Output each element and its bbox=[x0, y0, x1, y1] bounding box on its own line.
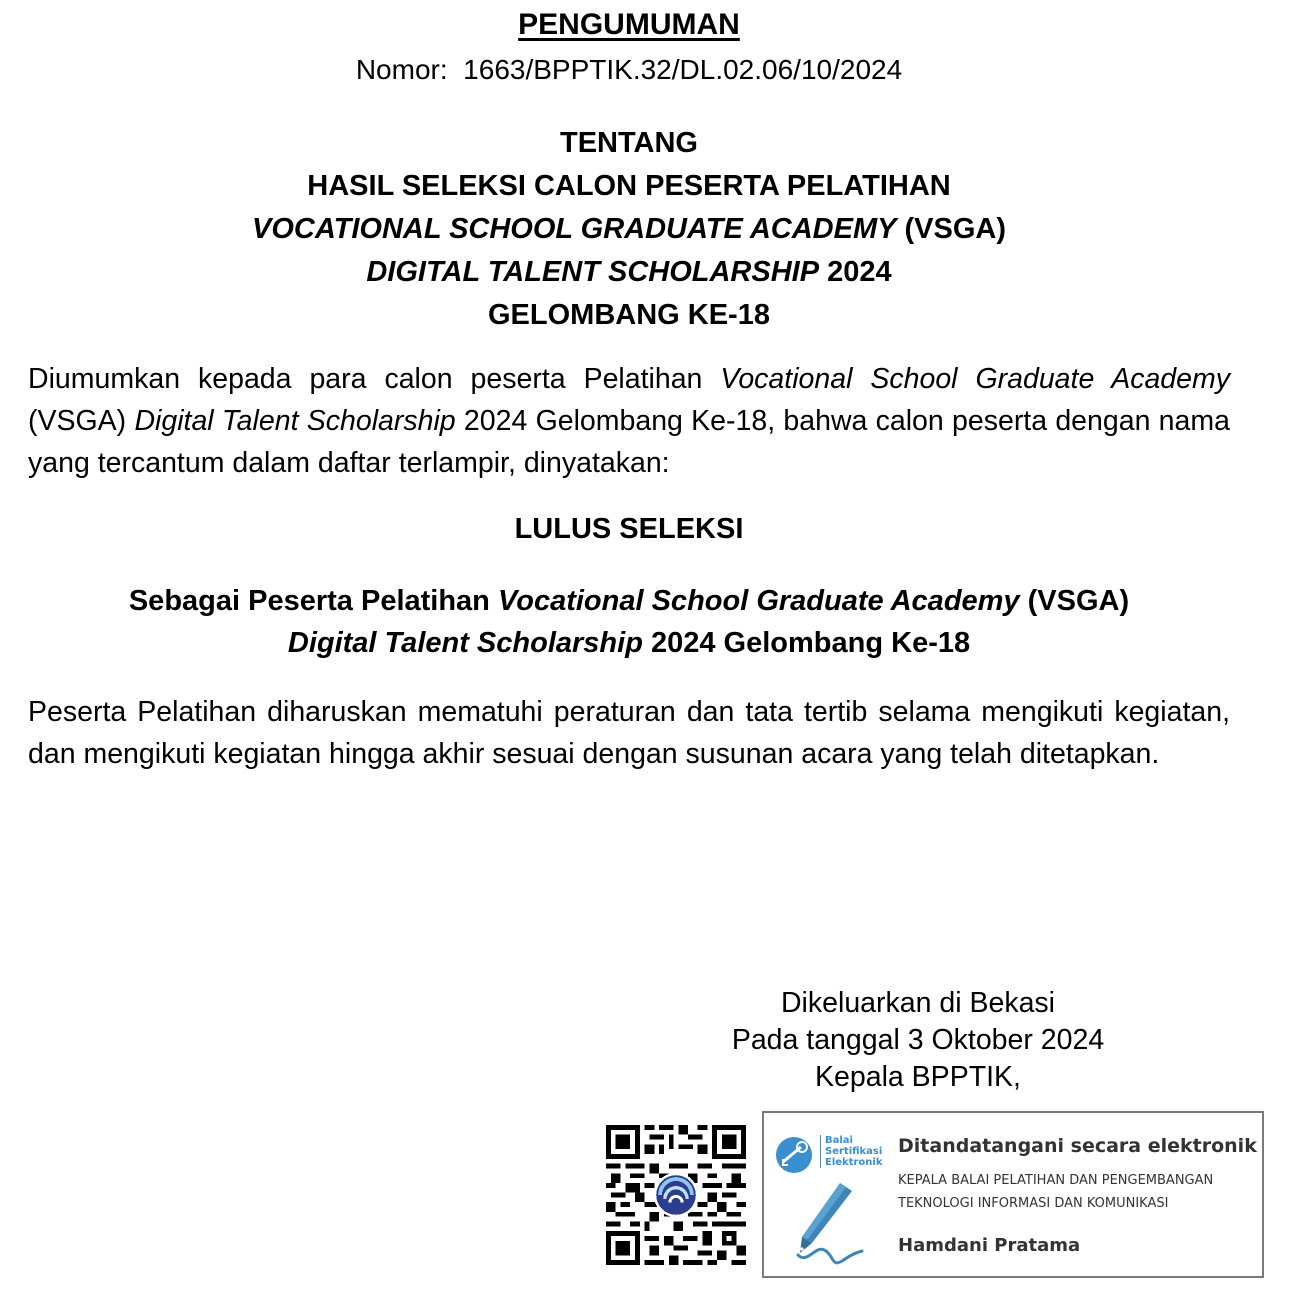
paragraph-scholarship-name: Digital Talent Scholarship bbox=[134, 405, 456, 437]
signature-block bbox=[700, 985, 1136, 1096]
designation-program-name: Vocational School Graduate Academy bbox=[497, 585, 1020, 617]
document-number: Nomor: 1663/BPPTIK.32/DL.02.06/10/2024 bbox=[355, 54, 903, 85]
designation-text: Sebagai Peserta Pelatihan bbox=[128, 585, 498, 617]
designation-scholarship-name: Digital Talent Scholarship bbox=[287, 627, 643, 659]
heading-line-5: GELOMBANG KE-18 bbox=[488, 299, 770, 331]
signer-office bbox=[898, 1169, 1213, 1215]
fountain-pen-icon bbox=[778, 1181, 878, 1271]
document-heading bbox=[0, 122, 1258, 337]
signer-position: Kepala BPPTIK, bbox=[815, 1061, 1021, 1093]
selection-result: LULUS SELEKSI bbox=[514, 513, 744, 545]
designation-text: (VSGA) bbox=[1019, 585, 1130, 617]
bsre-logo-text bbox=[820, 1135, 882, 1168]
rules-paragraph: Peserta Pelatihan diharuskan mematuhi peraturan dan tata tertib selama mengikuti kegiatan, dan mengikuti kegiatan hingga akhir sesuai dengan susunan acara yang telah ditetapkan. bbox=[28, 696, 1230, 770]
qr-code-icon bbox=[606, 1125, 746, 1265]
document-title: PENGUMUMAN bbox=[518, 8, 740, 41]
logo-line: Balai bbox=[825, 1135, 853, 1146]
paragraph-text: 2024 Gelombang Ke-18, bahwa calon peserta dengan nama yang tercantum dalam daftar terlampir, dinyatakan: bbox=[28, 405, 1230, 479]
signed-electronically-label: Ditandatangani secara elektronik bbox=[898, 1135, 1257, 1157]
paragraph-text: (VSGA) bbox=[28, 405, 135, 437]
heading-line-1: TENTANG bbox=[559, 127, 698, 159]
logo-line: Sertifikasi bbox=[825, 1146, 883, 1157]
issued-place: Dikeluarkan di Bekasi bbox=[780, 987, 1056, 1019]
heading-program-name: VOCATIONAL SCHOOL GRADUATE ACADEMY bbox=[251, 213, 897, 245]
paragraph-program-name: Vocational School Graduate Academy bbox=[720, 363, 1230, 395]
designation-text: 2024 Gelombang Ke-18 bbox=[642, 627, 971, 659]
office-line: TEKNOLOGI INFORMASI DAN KOMUNIKASI bbox=[898, 1196, 1169, 1211]
electronic-signature-box bbox=[762, 1111, 1264, 1278]
logo-line: Elektronik bbox=[825, 1157, 883, 1168]
designation-line-1 bbox=[0, 580, 1258, 622]
issued-date: Pada tanggal 3 Oktober 2024 bbox=[731, 1024, 1105, 1056]
heading-program-abbr: (VSGA) bbox=[896, 213, 1007, 245]
signer-name: Hamdani Pratama bbox=[898, 1235, 1081, 1256]
designation-line-2 bbox=[0, 622, 1258, 664]
paragraph-text: Diumumkan kepada para calon peserta Pelatihan bbox=[28, 363, 721, 395]
heading-line-2: HASIL SELEKSI CALON PESERTA PELATIHAN bbox=[307, 170, 951, 202]
heading-year: 2024 bbox=[819, 256, 892, 288]
heading-scholarship-name: DIGITAL TALENT SCHOLARSHIP bbox=[366, 256, 820, 288]
heading-line-3 bbox=[0, 208, 1258, 251]
certificate-seal-icon bbox=[774, 1135, 814, 1175]
participant-designation bbox=[0, 580, 1258, 664]
heading-line-4 bbox=[0, 251, 1258, 294]
announcement-paragraph bbox=[28, 358, 1230, 484]
office-line: KEPALA BALAI PELATIHAN DAN PENGEMBANGAN bbox=[898, 1173, 1214, 1188]
bsre-logo bbox=[774, 1135, 884, 1175]
